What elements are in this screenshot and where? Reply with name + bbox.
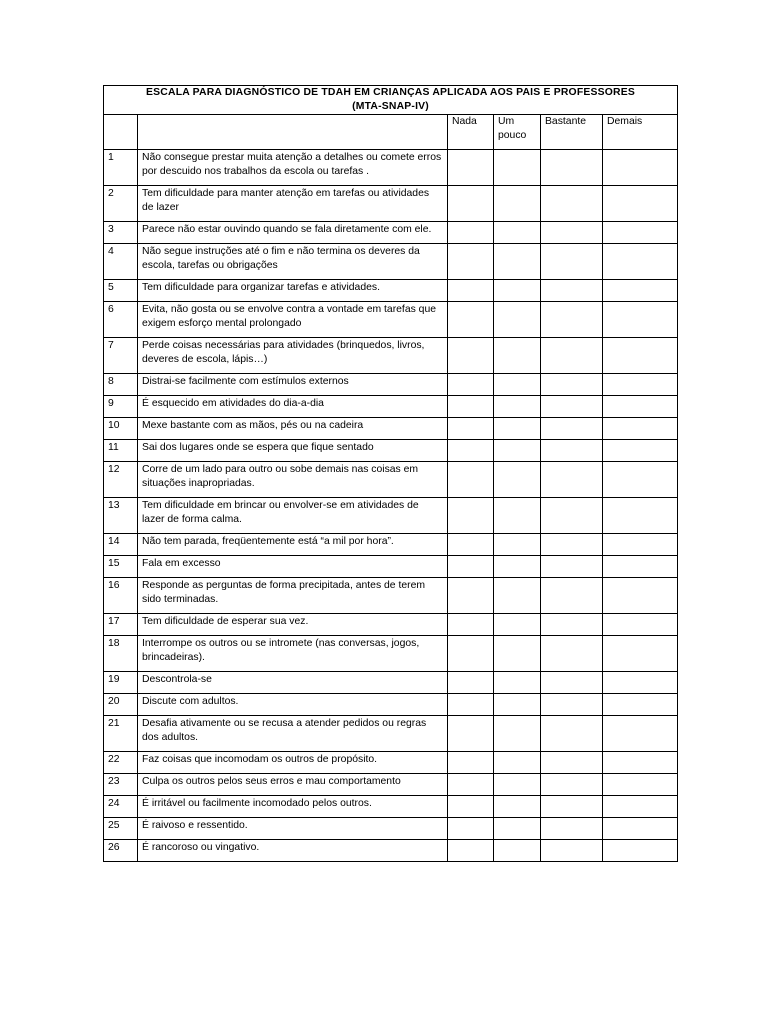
item-number: 11 [104,440,138,462]
rating-cell-demais[interactable] [603,534,678,556]
rating-cell-um-pouco[interactable] [494,222,541,244]
rating-cell-bastante[interactable] [541,462,603,498]
item-number: 25 [104,818,138,840]
item-number: 18 [104,636,138,672]
rating-cell-demais[interactable] [603,418,678,440]
item-number: 6 [104,302,138,338]
rating-cell-demais[interactable] [603,556,678,578]
rating-cell-um-pouco[interactable] [494,796,541,818]
column-header-demais: Demais [603,115,678,150]
rating-cell-bastante[interactable] [541,796,603,818]
rating-cell-um-pouco[interactable] [494,462,541,498]
rating-cell-nada[interactable] [448,244,494,280]
rating-cell-demais[interactable] [603,716,678,752]
rating-cell-nada[interactable] [448,302,494,338]
rating-cell-nada[interactable] [448,818,494,840]
item-number: 1 [104,150,138,186]
rating-cell-bastante[interactable] [541,186,603,222]
rating-cell-nada[interactable] [448,374,494,396]
item-description: Interrompe os outros ou se intromete (nas conversas, jogos, brincadeiras). [138,636,448,672]
rating-cell-demais[interactable] [603,462,678,498]
table-row [104,244,678,280]
rating-cell-bastante[interactable] [541,556,603,578]
rating-cell-nada[interactable] [448,418,494,440]
item-number: 10 [104,418,138,440]
rating-cell-demais[interactable] [603,840,678,862]
rating-cell-bastante[interactable] [541,636,603,672]
rating-cell-demais[interactable] [603,222,678,244]
table-row [104,716,678,752]
table-row [104,636,678,672]
item-number: 2 [104,186,138,222]
rating-cell-demais[interactable] [603,280,678,302]
table-row [104,752,678,774]
rating-cell-nada[interactable] [448,498,494,534]
rating-cell-nada[interactable] [448,462,494,498]
rating-cell-um-pouco[interactable] [494,440,541,462]
rating-cell-um-pouco[interactable] [494,374,541,396]
item-number: 9 [104,396,138,418]
item-description: É raivoso e ressentido. [138,818,448,840]
item-description: Sai dos lugares onde se espera que fique sentado [138,440,448,462]
item-description: É rancoroso ou vingativo. [138,840,448,862]
rating-cell-nada[interactable] [448,556,494,578]
table-row [104,840,678,862]
rating-cell-demais[interactable] [603,374,678,396]
item-number: 26 [104,840,138,862]
rating-cell-bastante[interactable] [541,338,603,374]
item-description: Perde coisas necessárias para atividades (brinquedos, livros, deveres de escola, lápis…) [138,338,448,374]
rating-cell-bastante[interactable] [541,244,603,280]
rating-cell-demais[interactable] [603,796,678,818]
rating-cell-demais[interactable] [603,244,678,280]
rating-cell-nada[interactable] [448,614,494,636]
rating-cell-um-pouco[interactable] [494,302,541,338]
item-number: 20 [104,694,138,716]
rating-cell-um-pouco[interactable] [494,244,541,280]
rating-cell-demais[interactable] [603,440,678,462]
rating-cell-demais[interactable] [603,338,678,374]
rating-cell-um-pouco[interactable] [494,614,541,636]
rating-cell-um-pouco[interactable] [494,578,541,614]
rating-cell-nada[interactable] [448,396,494,418]
table-row [104,222,678,244]
rating-cell-nada[interactable] [448,150,494,186]
rating-cell-bastante[interactable] [541,534,603,556]
rating-cell-um-pouco[interactable] [494,556,541,578]
rating-cell-um-pouco[interactable] [494,752,541,774]
table-row [104,186,678,222]
rating-cell-bastante[interactable] [541,672,603,694]
item-description: Mexe bastante com as mãos, pés ou na cadeira [138,418,448,440]
table-row [104,418,678,440]
table-row [104,672,678,694]
item-number: 12 [104,462,138,498]
item-description: Culpa os outros pelos seus erros e mau comportamento [138,774,448,796]
header-item-cell [138,115,448,150]
rating-cell-nada[interactable] [448,694,494,716]
table-row [104,302,678,338]
rating-cell-bastante[interactable] [541,418,603,440]
item-description: Evita, não gosta ou se envolve contra a vontade em tarefas que exigem esforço mental prolongado [138,302,448,338]
rating-cell-nada[interactable] [448,280,494,302]
header-number-cell [104,115,138,150]
item-description: Discute com adultos. [138,694,448,716]
rating-cell-bastante[interactable] [541,440,603,462]
rating-cell-demais[interactable] [603,818,678,840]
table-row [104,338,678,374]
rating-cell-bastante[interactable] [541,302,603,338]
title-row [104,86,678,115]
table-row [104,578,678,614]
rating-cell-bastante[interactable] [541,396,603,418]
rating-cell-nada[interactable] [448,752,494,774]
rating-cell-demais[interactable] [603,774,678,796]
table-row [104,374,678,396]
rating-cell-nada[interactable] [448,440,494,462]
rating-cell-demais[interactable] [603,752,678,774]
table-row [104,534,678,556]
rating-cell-nada[interactable] [448,716,494,752]
rating-cell-nada[interactable] [448,222,494,244]
rating-cell-um-pouco[interactable] [494,280,541,302]
rating-cell-bastante[interactable] [541,614,603,636]
rating-cell-um-pouco[interactable] [494,418,541,440]
rating-cell-bastante[interactable] [541,818,603,840]
rating-cell-nada[interactable] [448,840,494,862]
rating-cell-demais[interactable] [603,636,678,672]
rating-cell-nada[interactable] [448,578,494,614]
table-row [104,396,678,418]
rating-cell-um-pouco[interactable] [494,636,541,672]
title-line-1: ESCALA PARA DIAGNÓSTICO DE TDAH EM CRIANÇAS APLICADA AOS PAIS E PROFESSORES [146,87,636,98]
table-row [104,440,678,462]
rating-cell-bastante[interactable] [541,150,603,186]
item-description: Tem dificuldade em brincar ou envolver-se em atividades de lazer de forma calma. [138,498,448,534]
column-header-nada: Nada [448,115,494,150]
rating-cell-um-pouco[interactable] [494,818,541,840]
item-number: 21 [104,716,138,752]
rating-cell-bastante[interactable] [541,774,603,796]
item-description: Tem dificuldade de esperar sua vez. [138,614,448,636]
item-number: 24 [104,796,138,818]
item-description: Fala em excesso [138,556,448,578]
table-row [104,796,678,818]
item-number: 23 [104,774,138,796]
item-description: Responde as perguntas de forma precipitada, antes de terem sido terminadas. [138,578,448,614]
rating-cell-bastante[interactable] [541,280,603,302]
rating-cell-demais[interactable] [603,672,678,694]
rating-cell-nada[interactable] [448,186,494,222]
rating-cell-bastante[interactable] [541,694,603,716]
rating-cell-um-pouco[interactable] [494,186,541,222]
rating-cell-nada[interactable] [448,534,494,556]
item-number: 16 [104,578,138,614]
table-row [104,498,678,534]
table-row [104,614,678,636]
item-description: Tem dificuldade para manter atenção em tarefas ou atividades de lazer [138,186,448,222]
item-number: 15 [104,556,138,578]
table-row [104,694,678,716]
table-row [104,774,678,796]
column-header-bastante: Bastante [541,115,603,150]
rating-cell-um-pouco[interactable] [494,694,541,716]
item-description: Não segue instruções até o fim e não termina os deveres da escola, tarefas ou obrigações [138,244,448,280]
rating-cell-um-pouco[interactable] [494,716,541,752]
rating-cell-um-pouco[interactable] [494,534,541,556]
rating-cell-bastante[interactable] [541,716,603,752]
rating-cell-um-pouco[interactable] [494,150,541,186]
item-number: 7 [104,338,138,374]
item-description: Tem dificuldade para organizar tarefas e atividades. [138,280,448,302]
table-row [104,556,678,578]
item-description: Não tem parada, freqüentemente está “a mil por hora”. [138,534,448,556]
item-description: Distrai-se facilmente com estímulos externos [138,374,448,396]
item-description: Parece não estar ouvindo quando se fala diretamente com ele. [138,222,448,244]
table-row [104,462,678,498]
title-line-2: (MTA-SNAP-IV) [352,101,429,112]
rating-cell-um-pouco[interactable] [494,396,541,418]
item-description: Descontrola-se [138,672,448,694]
rating-cell-demais[interactable] [603,150,678,186]
rating-cell-bastante[interactable] [541,222,603,244]
table-row [104,280,678,302]
item-number: 19 [104,672,138,694]
rating-cell-bastante[interactable] [541,498,603,534]
item-number: 3 [104,222,138,244]
rating-cell-bastante[interactable] [541,752,603,774]
column-header-um-pouco: Um pouco [494,115,541,150]
rating-cell-nada[interactable] [448,774,494,796]
rating-cell-demais[interactable] [603,578,678,614]
table-row [104,150,678,186]
rating-cell-bastante[interactable] [541,374,603,396]
snap-iv-scale-table [103,85,678,862]
item-number: 14 [104,534,138,556]
rating-cell-demais[interactable] [603,302,678,338]
item-number: 5 [104,280,138,302]
rating-cell-demais[interactable] [603,498,678,534]
item-number: 8 [104,374,138,396]
rating-cell-demais[interactable] [603,396,678,418]
rating-cell-bastante[interactable] [541,578,603,614]
rating-cell-nada[interactable] [448,796,494,818]
item-number: 22 [104,752,138,774]
item-number: 17 [104,614,138,636]
rating-cell-um-pouco[interactable] [494,840,541,862]
rating-cell-um-pouco[interactable] [494,672,541,694]
rating-cell-demais[interactable] [603,614,678,636]
rating-cell-nada[interactable] [448,672,494,694]
rating-cell-um-pouco[interactable] [494,498,541,534]
table-row [104,818,678,840]
header-row [104,115,678,150]
rating-cell-demais[interactable] [603,694,678,716]
item-description: Desafia ativamente ou se recusa a atender pedidos ou regras dos adultos. [138,716,448,752]
item-description: É irritável ou facilmente incomodado pelos outros. [138,796,448,818]
rating-cell-um-pouco[interactable] [494,774,541,796]
item-description: Corre de um lado para outro ou sobe demais nas coisas em situações inapropriadas. [138,462,448,498]
item-description: Faz coisas que incomodam os outros de propósito. [138,752,448,774]
rating-cell-um-pouco[interactable] [494,338,541,374]
rating-cell-bastante[interactable] [541,840,603,862]
rating-cell-demais[interactable] [603,186,678,222]
rating-cell-nada[interactable] [448,636,494,672]
rating-cell-nada[interactable] [448,338,494,374]
item-number: 13 [104,498,138,534]
item-description: É esquecido em atividades do dia-a-dia [138,396,448,418]
item-number: 4 [104,244,138,280]
item-description: Não consegue prestar muita atenção a detalhes ou comete erros por descuido nos trabalhos da escola ou tarefas . [138,150,448,186]
table-title [104,86,678,115]
